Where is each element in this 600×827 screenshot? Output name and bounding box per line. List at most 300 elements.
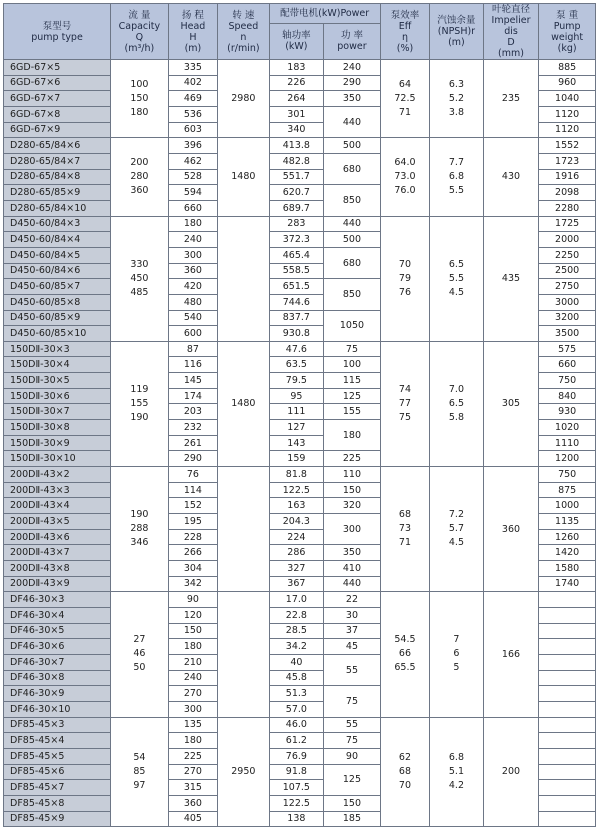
pump-model-cell: 200DⅡ-43×8	[4, 561, 111, 577]
pump-model-cell: D450-60/85×7	[4, 279, 111, 295]
capacity-cell-value: 100	[130, 78, 149, 90]
capacity-cell-value: 200	[130, 156, 149, 168]
rated-power-cell: 440	[324, 106, 381, 137]
shaft-power-cell: 367	[269, 576, 324, 592]
pump-model-cell: D450-60/84×4	[4, 232, 111, 248]
shaft-power-cell: 465.4	[269, 247, 324, 263]
shaft-power-cell: 551.7	[269, 169, 324, 185]
rated-power-cell: 350	[324, 91, 381, 107]
pump-weight-cell	[539, 748, 596, 764]
npsh-cell	[430, 717, 484, 827]
head-cell: 469	[168, 91, 217, 107]
pump-weight-cell	[539, 686, 596, 702]
pump-spec-table	[3, 3, 596, 827]
shaft-power-cell: 138	[269, 811, 324, 827]
pump-model-cell: 150DⅡ-30×6	[4, 388, 111, 404]
efficiency-cell-value: 66	[398, 648, 412, 660]
shaft-power-cell: 558.5	[269, 263, 324, 279]
rated-power-cell: 185	[324, 811, 381, 827]
header-rated-power: 功 率 power	[324, 23, 381, 59]
rated-power-cell: 125	[324, 764, 381, 795]
pump-weight-cell: 1135	[539, 514, 596, 530]
efficiency-cell-value: 68	[398, 765, 412, 777]
npsh-cell-value: 6	[453, 648, 460, 660]
pump-model-cell: 6GD-67×6	[4, 75, 111, 91]
header-head: 扬 程 Head H (m)	[168, 4, 217, 60]
capacity-cell-value: 485	[130, 286, 149, 298]
pump-weight-cell: 1120	[539, 122, 596, 138]
head-cell: 405	[168, 811, 217, 827]
pump-model-cell: DF85-45×7	[4, 780, 111, 796]
shaft-power-cell: 930.8	[269, 326, 324, 342]
rated-power-cell: 45	[324, 639, 381, 655]
head-cell: 594	[168, 185, 217, 201]
pump-weight-cell: 1110	[539, 435, 596, 451]
capacity-cell	[111, 717, 169, 827]
npsh-cell-value: 6.3	[448, 78, 464, 90]
pump-weight-cell: 2280	[539, 200, 596, 216]
capacity-cell-value: 288	[130, 523, 149, 535]
pump-weight-cell: 2250	[539, 247, 596, 263]
capacity-cell-value: 360	[130, 184, 149, 196]
speed-cell: 2980	[218, 60, 269, 138]
npsh-cell-value: 6.5	[448, 258, 464, 270]
efficiency-cell-value: 64	[398, 78, 412, 90]
pump-model-cell: DF46-30×4	[4, 607, 111, 623]
head-cell: 76	[168, 467, 217, 483]
head-cell: 266	[168, 545, 217, 561]
table-row	[4, 592, 596, 608]
head-cell: 180	[168, 733, 217, 749]
shaft-power-cell: 744.6	[269, 294, 324, 310]
head-cell: 240	[168, 232, 217, 248]
pump-model-cell: 200DⅡ-43×9	[4, 576, 111, 592]
pump-model-cell: 6GD-67×7	[4, 91, 111, 107]
head-cell: 195	[168, 514, 217, 530]
capacity-cell-value: 450	[130, 272, 149, 284]
header-capacity: 流 量 Capacity Q (m³/h)	[111, 4, 169, 60]
pump-model-cell: D450-60/85×10	[4, 326, 111, 342]
pump-weight-cell	[539, 623, 596, 639]
head-cell: 420	[168, 279, 217, 295]
shaft-power-cell: 81.8	[269, 467, 324, 483]
efficiency-cell	[380, 592, 429, 717]
head-cell: 300	[168, 701, 217, 717]
pump-model-cell: DF46-30×5	[4, 623, 111, 639]
capacity-cell-value: 280	[130, 170, 149, 182]
capacity-cell-value: 97	[133, 779, 146, 791]
capacity-cell-value: 190	[130, 509, 149, 521]
pump-model-cell: DF85-45×9	[4, 811, 111, 827]
pump-model-cell: DF46-30×7	[4, 654, 111, 670]
capacity-cell-value: 150	[130, 92, 149, 104]
pump-model-cell: DF85-45×6	[4, 764, 111, 780]
impeller-diameter-cell: 360	[483, 467, 539, 592]
pump-weight-cell: 1000	[539, 498, 596, 514]
rated-power-cell: 90	[324, 748, 381, 764]
table-row	[4, 60, 596, 76]
npsh-cell-value: 7.0	[448, 383, 464, 395]
head-cell: 174	[168, 388, 217, 404]
pump-model-cell: DF85-45×5	[4, 748, 111, 764]
shaft-power-cell: 327	[269, 561, 324, 577]
rated-power-cell: 680	[324, 153, 381, 184]
shaft-power-cell: 17.0	[269, 592, 324, 608]
rated-power-cell: 75	[324, 686, 381, 717]
shaft-power-cell: 47.6	[269, 341, 324, 357]
shaft-power-cell: 143	[269, 435, 324, 451]
shaft-power-cell: 63.5	[269, 357, 324, 373]
rated-power-cell: 1050	[324, 310, 381, 341]
capacity-cell-value: 46	[133, 648, 146, 660]
pump-weight-cell: 1580	[539, 561, 596, 577]
rated-power-cell: 440	[324, 216, 381, 232]
head-cell: 462	[168, 153, 217, 169]
efficiency-cell-value: 76.0	[394, 184, 416, 196]
npsh-cell-value: 7.2	[448, 509, 464, 521]
pump-weight-cell	[539, 639, 596, 655]
pump-model-cell: 150DⅡ-30×8	[4, 420, 111, 436]
shaft-power-cell: 286	[269, 545, 324, 561]
npsh-cell-value: 4.2	[448, 779, 464, 791]
head-cell: 240	[168, 670, 217, 686]
rated-power-cell: 125	[324, 388, 381, 404]
shaft-power-cell: 46.0	[269, 717, 324, 733]
pump-weight-cell: 1552	[539, 138, 596, 154]
pump-model-cell: 150DⅡ-30×3	[4, 341, 111, 357]
npsh-cell	[430, 60, 484, 138]
capacity-cell-value: 119	[130, 383, 149, 395]
header-impeller: 叶轮直径 Impelier dis D (mm)	[483, 4, 539, 60]
head-cell: 228	[168, 529, 217, 545]
pump-model-cell: D450-60/85×8	[4, 294, 111, 310]
head-cell: 396	[168, 138, 217, 154]
efficiency-cell-value: 65.5	[394, 662, 416, 674]
capacity-cell-value: 54	[133, 751, 146, 763]
head-cell: 232	[168, 420, 217, 436]
pump-model-cell: 150DⅡ-30×5	[4, 373, 111, 389]
rated-power-cell: 180	[324, 420, 381, 451]
head-cell: 300	[168, 247, 217, 263]
shaft-power-cell: 79.5	[269, 373, 324, 389]
head-cell: 135	[168, 717, 217, 733]
impeller-diameter-cell: 305	[483, 341, 539, 466]
pump-model-cell: 200DⅡ-43×7	[4, 545, 111, 561]
head-cell: 270	[168, 686, 217, 702]
capacity-cell-value: 180	[130, 106, 149, 118]
pump-model-cell: DF46-30×6	[4, 639, 111, 655]
efficiency-cell-value: 75	[398, 411, 412, 423]
efficiency-cell-value: 72.5	[394, 92, 416, 104]
shaft-power-cell: 183	[269, 60, 324, 76]
shaft-power-cell: 301	[269, 106, 324, 122]
header-row	[4, 4, 596, 24]
table-row	[4, 467, 596, 483]
pump-model-cell: D450-60/84×3	[4, 216, 111, 232]
pump-weight-cell	[539, 701, 596, 717]
rated-power-cell: 37	[324, 623, 381, 639]
pump-model-cell: D450-60/85×9	[4, 310, 111, 326]
npsh-cell-value: 7	[453, 634, 460, 646]
pump-weight-cell: 1723	[539, 153, 596, 169]
npsh-cell	[430, 467, 484, 592]
head-cell: 536	[168, 106, 217, 122]
capacity-cell-value: 27	[133, 634, 146, 646]
speed-cell	[218, 467, 269, 592]
pump-model-cell: DF46-30×9	[4, 686, 111, 702]
npsh-cell-value: 5.8	[448, 411, 464, 423]
head-cell: 225	[168, 748, 217, 764]
head-cell: 150	[168, 623, 217, 639]
pump-model-cell: 200DⅡ-43×3	[4, 482, 111, 498]
table-row	[4, 138, 596, 154]
pump-model-cell: D450-60/84×6	[4, 263, 111, 279]
impeller-diameter-cell: 235	[483, 60, 539, 138]
efficiency-cell	[380, 138, 429, 216]
speed-cell	[218, 592, 269, 717]
pump-model-cell: D280-65/85×9	[4, 185, 111, 201]
shaft-power-cell: 163	[269, 498, 324, 514]
pump-weight-cell: 1740	[539, 576, 596, 592]
pump-weight-cell	[539, 795, 596, 811]
npsh-cell-value: 6.8	[448, 170, 464, 182]
npsh-cell	[430, 341, 484, 466]
shaft-power-cell: 61.2	[269, 733, 324, 749]
pump-model-cell: DF85-45×8	[4, 795, 111, 811]
head-cell: 528	[168, 169, 217, 185]
capacity-cell	[111, 60, 169, 138]
pump-model-cell: 150DⅡ-30×10	[4, 451, 111, 467]
pump-weight-cell: 660	[539, 357, 596, 373]
rated-power-cell: 115	[324, 373, 381, 389]
pump-weight-cell: 2000	[539, 232, 596, 248]
pump-weight-cell: 3200	[539, 310, 596, 326]
rated-power-cell: 290	[324, 75, 381, 91]
rated-power-cell: 240	[324, 60, 381, 76]
rated-power-cell: 155	[324, 404, 381, 420]
pump-weight-cell: 885	[539, 60, 596, 76]
pump-model-cell: DF46-30×8	[4, 670, 111, 686]
rated-power-cell: 100	[324, 357, 381, 373]
pump-weight-cell	[539, 670, 596, 686]
shaft-power-cell: 413.8	[269, 138, 324, 154]
rated-power-cell: 300	[324, 514, 381, 545]
pump-weight-cell	[539, 764, 596, 780]
capacity-cell-value: 190	[130, 411, 149, 423]
pump-model-cell: DF46-30×3	[4, 592, 111, 608]
pump-model-cell: 200DⅡ-43×6	[4, 529, 111, 545]
pump-weight-cell	[539, 717, 596, 733]
shaft-power-cell: 837.7	[269, 310, 324, 326]
npsh-cell-value: 6.5	[448, 397, 464, 409]
head-cell: 600	[168, 326, 217, 342]
rated-power-cell: 22	[324, 592, 381, 608]
pump-model-cell: D280-65/84×8	[4, 169, 111, 185]
head-cell: 315	[168, 780, 217, 796]
shaft-power-cell: 620.7	[269, 185, 324, 201]
head-cell: 210	[168, 654, 217, 670]
pump-weight-cell: 840	[539, 388, 596, 404]
head-cell: 180	[168, 639, 217, 655]
capacity-cell	[111, 216, 169, 341]
head-cell: 402	[168, 75, 217, 91]
rated-power-cell: 55	[324, 654, 381, 685]
efficiency-cell-value: 62	[398, 751, 412, 763]
pump-weight-cell: 1040	[539, 91, 596, 107]
head-cell: 114	[168, 482, 217, 498]
rated-power-cell: 150	[324, 482, 381, 498]
pump-weight-cell	[539, 811, 596, 827]
head-cell: 304	[168, 561, 217, 577]
speed-cell	[218, 216, 269, 341]
shaft-power-cell: 95	[269, 388, 324, 404]
capacity-cell	[111, 341, 169, 466]
shaft-power-cell: 91.8	[269, 764, 324, 780]
impeller-diameter-cell: 430	[483, 138, 539, 216]
capacity-cell	[111, 592, 169, 717]
pump-weight-cell	[539, 654, 596, 670]
capacity-cell	[111, 138, 169, 216]
speed-cell: 1480	[218, 138, 269, 216]
pump-weight-cell: 1260	[539, 529, 596, 545]
shaft-power-cell: 372.3	[269, 232, 324, 248]
pump-weight-cell: 2500	[539, 263, 596, 279]
npsh-cell-value: 5.1	[448, 765, 464, 777]
header-weight: 泵 重 Pump weight (kg)	[539, 4, 596, 60]
head-cell: 290	[168, 451, 217, 467]
shaft-power-cell: 204.3	[269, 514, 324, 530]
head-cell: 480	[168, 294, 217, 310]
pump-weight-cell	[539, 607, 596, 623]
pump-weight-cell: 2750	[539, 279, 596, 295]
npsh-cell	[430, 592, 484, 717]
head-cell: 360	[168, 263, 217, 279]
efficiency-cell-value: 73	[398, 523, 412, 535]
npsh-cell	[430, 138, 484, 216]
efficiency-cell	[380, 467, 429, 592]
head-cell: 270	[168, 764, 217, 780]
head-cell: 145	[168, 373, 217, 389]
shaft-power-cell: 22.8	[269, 607, 324, 623]
npsh-cell	[430, 216, 484, 341]
rated-power-cell: 225	[324, 451, 381, 467]
efficiency-cell-value: 54.5	[394, 634, 416, 646]
head-cell: 360	[168, 795, 217, 811]
pump-model-cell: 6GD-67×9	[4, 122, 111, 138]
pump-weight-cell: 1420	[539, 545, 596, 561]
speed-cell: 1480	[218, 341, 269, 466]
shaft-power-cell: 224	[269, 529, 324, 545]
head-cell: 152	[168, 498, 217, 514]
pump-weight-cell: 1020	[539, 420, 596, 436]
pump-model-cell: DF85-45×3	[4, 717, 111, 733]
pump-weight-cell: 1120	[539, 106, 596, 122]
pump-weight-cell: 3000	[539, 294, 596, 310]
rated-power-cell: 410	[324, 561, 381, 577]
capacity-cell-value: 155	[130, 397, 149, 409]
npsh-cell-value: 5.5	[448, 272, 464, 284]
efficiency-cell	[380, 60, 429, 138]
efficiency-cell-value: 71	[398, 537, 412, 549]
rated-power-cell: 110	[324, 467, 381, 483]
rated-power-cell: 55	[324, 717, 381, 733]
head-cell: 335	[168, 60, 217, 76]
shaft-power-cell: 34.2	[269, 639, 324, 655]
efficiency-cell-value: 79	[398, 272, 412, 284]
pump-model-cell: 6GD-67×8	[4, 106, 111, 122]
speed-cell: 2950	[218, 717, 269, 827]
npsh-cell-value: 3.8	[448, 106, 464, 118]
shaft-power-cell: 226	[269, 75, 324, 91]
pump-model-cell: 6GD-67×5	[4, 60, 111, 76]
npsh-cell-value: 4.5	[448, 286, 464, 298]
shaft-power-cell: 159	[269, 451, 324, 467]
pump-model-cell: DF85-45×4	[4, 733, 111, 749]
npsh-cell-value: 5.7	[448, 523, 464, 535]
efficiency-cell-value: 68	[398, 509, 412, 521]
pump-model-cell: D280-65/84×6	[4, 138, 111, 154]
efficiency-cell-value: 74	[398, 383, 412, 395]
pump-model-cell: D450-60/84×5	[4, 247, 111, 263]
efficiency-cell-value: 73.0	[394, 170, 416, 182]
shaft-power-cell: 76.9	[269, 748, 324, 764]
efficiency-cell-value: 70	[398, 258, 412, 270]
header-model: 泵型号 pump type	[4, 4, 111, 60]
efficiency-cell-value: 71	[398, 106, 412, 118]
impeller-diameter-cell: 166	[483, 592, 539, 717]
header-efficiency: 泵效率 Eff η (%)	[380, 4, 429, 60]
shaft-power-cell: 264	[269, 91, 324, 107]
npsh-cell-value: 7.7	[448, 156, 464, 168]
rated-power-cell: 320	[324, 498, 381, 514]
head-cell: 660	[168, 200, 217, 216]
pump-weight-cell: 960	[539, 75, 596, 91]
capacity-cell	[111, 467, 169, 592]
capacity-cell-value: 346	[130, 537, 149, 549]
pump-weight-cell: 1916	[539, 169, 596, 185]
rated-power-cell: 440	[324, 576, 381, 592]
pump-weight-cell: 3500	[539, 326, 596, 342]
pump-weight-cell	[539, 733, 596, 749]
rated-power-cell: 350	[324, 545, 381, 561]
header-shaft-power: 轴功率 (kW)	[269, 23, 324, 59]
efficiency-cell-value: 64.0	[394, 156, 416, 168]
pump-spec-sheet	[3, 3, 596, 827]
impeller-diameter-cell: 435	[483, 216, 539, 341]
shaft-power-cell: 122.5	[269, 482, 324, 498]
rated-power-cell: 850	[324, 279, 381, 310]
npsh-cell-value: 6.8	[448, 751, 464, 763]
head-cell: 180	[168, 216, 217, 232]
shaft-power-cell: 45.8	[269, 670, 324, 686]
shaft-power-cell: 51.3	[269, 686, 324, 702]
shaft-power-cell: 57.0	[269, 701, 324, 717]
rated-power-cell: 75	[324, 733, 381, 749]
rated-power-cell: 75	[324, 341, 381, 357]
pump-model-cell: D280-65/84×10	[4, 200, 111, 216]
capacity-cell-value: 330	[130, 258, 149, 270]
head-cell: 120	[168, 607, 217, 623]
pump-weight-cell: 750	[539, 373, 596, 389]
pump-weight-cell: 1200	[539, 451, 596, 467]
efficiency-cell	[380, 717, 429, 827]
pump-spec-body	[4, 60, 596, 827]
npsh-cell-value: 5.5	[448, 184, 464, 196]
table-row	[4, 717, 596, 733]
shaft-power-cell: 111	[269, 404, 324, 420]
head-cell: 603	[168, 122, 217, 138]
pump-weight-cell: 575	[539, 341, 596, 357]
